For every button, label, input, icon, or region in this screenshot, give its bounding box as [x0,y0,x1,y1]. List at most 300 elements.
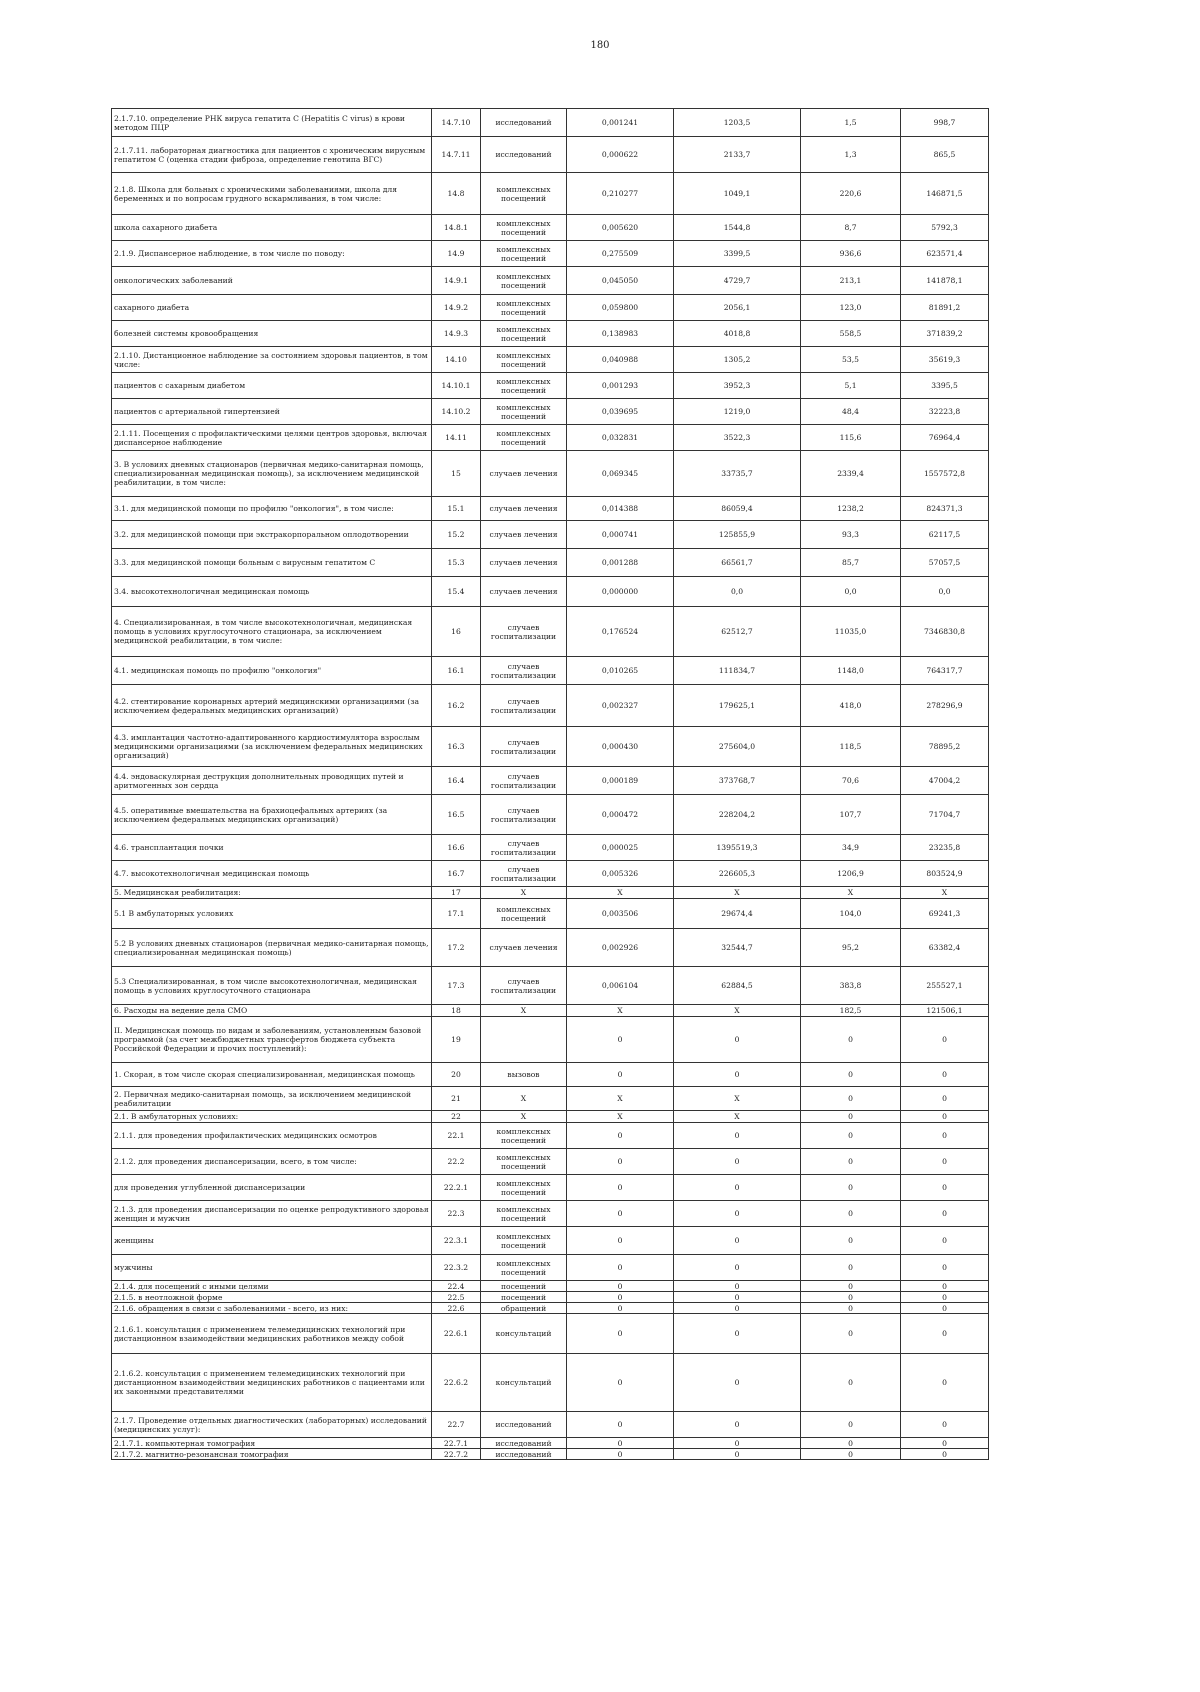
row-value-2: 0 [674,1227,801,1255]
row-value-3: 1,3 [801,137,901,173]
row-name: 3. В условиях дневных стационаров (первичная медико-санитарная помощь, специализированная медицинская помощь), за исключением медицинской реабилитации, в том числе: [112,451,432,497]
row-code: 16.3 [432,727,481,767]
row-value-3: 383,8 [801,967,901,1005]
row-unit: случаев лечения [481,521,567,549]
row-value-1: X [567,1005,674,1017]
row-name: 2.1.7.10. определение РНК вируса гепатита С (Hepatitis C virus) в крови методом ПЦР [112,109,432,137]
table-row [112,1292,989,1303]
table-row [112,1438,989,1449]
row-value-2: 3522,3 [674,425,801,451]
row-name: 2.1.7.1. компьютерная томография [112,1438,432,1449]
row-value-1: 0 [567,1201,674,1227]
row-value-1: 0,275509 [567,241,674,267]
row-unit: X [481,887,567,899]
row-value-4: 5792,3 [901,215,989,241]
row-value-4: 78895,2 [901,727,989,767]
row-code: 16.2 [432,685,481,727]
row-code: 22.6 [432,1303,481,1314]
row-value-2: 0 [674,1255,801,1281]
row-code: 21 [432,1087,481,1111]
row-value-1: 0 [567,1255,674,1281]
row-code: 15.4 [432,577,481,607]
row-unit: исследований [481,109,567,137]
table-row [112,929,989,967]
row-name: 2.1.6.1. консультация с применением телемедицинских технологий при дистанционном взаимодействии медицинских работников между собой [112,1314,432,1354]
table-row [112,1314,989,1354]
row-value-3: 0 [801,1449,901,1460]
row-value-2: 226605,3 [674,861,801,887]
row-value-2: 86059,4 [674,497,801,521]
table-row [112,373,989,399]
row-value-3: 1206,9 [801,861,901,887]
row-value-3: 0 [801,1292,901,1303]
table-row [112,347,989,373]
row-unit: комплексных посещений [481,899,567,929]
row-value-1: 0 [567,1063,674,1087]
row-unit: комплексных посещений [481,215,567,241]
row-name: 2.1.9. Диспансерное наблюдение, в том числе по поводу: [112,241,432,267]
row-value-1: 0 [567,1292,674,1303]
row-code: 14.11 [432,425,481,451]
row-name: болезней системы кровообращения [112,321,432,347]
row-value-1: 0,045050 [567,267,674,295]
row-code: 17.2 [432,929,481,967]
row-value-1: 0,000189 [567,767,674,795]
row-value-3: 0 [801,1063,901,1087]
row-name: 3.3. для медицинской помощи больным с вирусным гепатитом С [112,549,432,577]
row-value-1: 0 [567,1123,674,1149]
row-value-2: 0 [674,1292,801,1303]
table-row [112,425,989,451]
row-name: 2.1.8. Школа для больных с хроническими заболеваниями, школа для беременных и по вопросам грудного вскармливания, в том числе: [112,173,432,215]
row-value-4: 7346830,8 [901,607,989,657]
row-value-1: 0,000741 [567,521,674,549]
row-unit: комплексных посещений [481,1175,567,1201]
row-unit: случаев госпитализации [481,727,567,767]
row-name: 4.3. имплантация частотно-адаптированного кардиостимулятора взрослым медицинскими организациями (за исключением федеральных медицинских организаций) [112,727,432,767]
row-value-4: 0 [901,1087,989,1111]
row-value-2: 1395519,3 [674,835,801,861]
row-value-4: 47004,2 [901,767,989,795]
row-value-1: 0,210277 [567,173,674,215]
row-name: сахарного диабета [112,295,432,321]
row-code: 16.4 [432,767,481,795]
row-name: 6. Расходы на ведение дела СМО [112,1005,432,1017]
table-row [112,1111,989,1123]
row-unit: комплексных посещений [481,1227,567,1255]
row-code: 14.7.10 [432,109,481,137]
table-row [112,321,989,347]
row-value-3: 2339,4 [801,451,901,497]
row-unit: посещений [481,1281,567,1292]
row-value-2: 0 [674,1412,801,1438]
row-name: 2.1.2. для проведения диспансеризации, всего, в том числе: [112,1149,432,1175]
row-value-4: 0 [901,1111,989,1123]
row-code: 14.9 [432,241,481,267]
row-value-2: 0 [674,1149,801,1175]
row-code: 22.7.2 [432,1449,481,1460]
row-name: 2.1.7. Проведение отдельных диагностических (лабораторных) исследований (медицинских услуг): [112,1412,432,1438]
row-value-4: 371839,2 [901,321,989,347]
row-value-2: 111834,7 [674,657,801,685]
row-value-1: 0,000472 [567,795,674,835]
table-row [112,267,989,295]
row-unit: исследований [481,1438,567,1449]
row-value-2: 62512,7 [674,607,801,657]
row-value-1: 0,010265 [567,657,674,685]
row-code: 22.4 [432,1281,481,1292]
row-value-4: 998,7 [901,109,989,137]
row-value-3: 0 [801,1354,901,1412]
row-name: 2.1.10. Дистанционное наблюдение за состоянием здоровья пациентов, в том числе: [112,347,432,373]
row-value-1: 0,003506 [567,899,674,929]
row-name: 4.6. трансплантация почки [112,835,432,861]
row-value-4: 0 [901,1227,989,1255]
row-value-2: 66561,7 [674,549,801,577]
table-row [112,1303,989,1314]
row-value-1: 0,040988 [567,347,674,373]
row-value-2: 373768,7 [674,767,801,795]
row-value-2: X [674,1005,801,1017]
row-value-2: X [674,887,801,899]
table-row [112,727,989,767]
row-code: 15.3 [432,549,481,577]
row-value-4: 0 [901,1314,989,1354]
row-name: 4.5. оперативные вмешательства на брахиоцефальных артериях (за исключением федеральных медицинских организаций) [112,795,432,835]
row-value-4: 0 [901,1017,989,1063]
row-value-1: 0,000025 [567,835,674,861]
row-value-2: 0 [674,1175,801,1201]
row-unit: консультаций [481,1354,567,1412]
row-code: 14.9.3 [432,321,481,347]
row-code: 16 [432,607,481,657]
row-value-1: 0,001288 [567,549,674,577]
row-value-4: 623571,4 [901,241,989,267]
row-name: 4.7. высокотехнологичная медицинская помощь [112,861,432,887]
row-value-2: 29674,4 [674,899,801,929]
row-name: 2.1.3. для проведения диспансеризации по оценке репродуктивного здоровья женщин и мужчин [112,1201,432,1227]
row-value-2: 0 [674,1438,801,1449]
row-value-3: 936,6 [801,241,901,267]
table-row [112,887,989,899]
row-value-1: 0,138983 [567,321,674,347]
row-value-3: 118,5 [801,727,901,767]
row-value-2: 1305,2 [674,347,801,373]
row-value-4: 0 [901,1123,989,1149]
table-row [112,1227,989,1255]
table-row [112,215,989,241]
row-code: 14.7.11 [432,137,481,173]
row-code: 15.2 [432,521,481,549]
row-value-2: 0 [674,1017,801,1063]
page-number: 180 [590,40,610,51]
row-value-3: 0 [801,1438,901,1449]
row-code: 22.2.1 [432,1175,481,1201]
row-value-1: 0,002327 [567,685,674,727]
row-code: 17 [432,887,481,899]
row-value-4: 824371,3 [901,497,989,521]
row-code: 16.5 [432,795,481,835]
row-code: 18 [432,1005,481,1017]
row-name: мужчины [112,1255,432,1281]
row-code: 14.8.1 [432,215,481,241]
table-row [112,1149,989,1175]
table-row [112,1175,989,1201]
table-row [112,861,989,887]
row-value-2: 2056,1 [674,295,801,321]
row-value-4: 0,0 [901,577,989,607]
row-value-3: 104,0 [801,899,901,929]
row-value-4: 764317,7 [901,657,989,685]
row-value-3: 0 [801,1175,901,1201]
row-value-3: 48,4 [801,399,901,425]
table-row [112,1281,989,1292]
row-code: 20 [432,1063,481,1087]
row-unit: посещений [481,1292,567,1303]
row-value-3: 0 [801,1314,901,1354]
row-value-3: 8,7 [801,215,901,241]
row-code: 22.6.2 [432,1354,481,1412]
row-code: 16.1 [432,657,481,685]
row-value-1: 0,002926 [567,929,674,967]
row-unit: случаев лечения [481,549,567,577]
row-value-3: 0 [801,1123,901,1149]
row-value-3: 0 [801,1149,901,1175]
row-unit: комплексных посещений [481,1201,567,1227]
row-value-2: 32544,7 [674,929,801,967]
row-value-4: 121506,1 [901,1005,989,1017]
row-value-2: 0 [674,1281,801,1292]
row-value-3: 0 [801,1303,901,1314]
row-unit: комплексных посещений [481,321,567,347]
row-value-4: 278296,9 [901,685,989,727]
row-code: 16.7 [432,861,481,887]
row-value-4: 23235,8 [901,835,989,861]
row-value-1: 0 [567,1412,674,1438]
row-value-1: 0 [567,1438,674,1449]
row-value-2: 2133,7 [674,137,801,173]
row-value-2: 4729,7 [674,267,801,295]
row-unit: случаев госпитализации [481,967,567,1005]
row-value-1: X [567,1087,674,1111]
row-value-1: 0,001241 [567,109,674,137]
row-unit: случаев госпитализации [481,795,567,835]
row-value-4: X [901,887,989,899]
row-value-4: 255527,1 [901,967,989,1005]
row-value-1: 0,000430 [567,727,674,767]
row-unit: исследований [481,137,567,173]
row-value-1: 0,006104 [567,967,674,1005]
row-value-3: 11035,0 [801,607,901,657]
row-name: 2. Первичная медико-санитарная помощь, за исключением медицинской реабилитации [112,1087,432,1111]
table-row [112,173,989,215]
row-unit: случаев лечения [481,929,567,967]
row-unit: случаев госпитализации [481,835,567,861]
row-code: 22.3 [432,1201,481,1227]
row-unit: случаев лечения [481,577,567,607]
row-unit: комплексных посещений [481,173,567,215]
row-value-4: 71704,7 [901,795,989,835]
row-value-1: 0 [567,1449,674,1460]
row-value-3: 34,9 [801,835,901,861]
row-value-2: 1049,1 [674,173,801,215]
row-value-4: 0 [901,1149,989,1175]
row-name: 5.2 В условиях дневных стационаров (первичная медико-санитарная помощь, специализированная медицинская помощь) [112,929,432,967]
row-name: 2.1.5. в неотложной форме [112,1292,432,1303]
row-code: 22.6.1 [432,1314,481,1354]
row-code: 22 [432,1111,481,1123]
row-value-4: 3395,5 [901,373,989,399]
row-value-3: 1,5 [801,109,901,137]
row-value-2: X [674,1087,801,1111]
row-value-4: 0 [901,1063,989,1087]
row-value-4: 35619,3 [901,347,989,373]
row-value-3: 70,6 [801,767,901,795]
row-unit: комплексных посещений [481,241,567,267]
row-value-3: 418,0 [801,685,901,727]
row-name: для проведения углубленной диспансеризации [112,1175,432,1201]
row-name: онкологических заболеваний [112,267,432,295]
table-row [112,1255,989,1281]
row-code: 22.7.1 [432,1438,481,1449]
row-code: 14.9.1 [432,267,481,295]
table-row [112,137,989,173]
row-value-2: 3952,3 [674,373,801,399]
row-name: 2.1.4. для посещений с иными целями [112,1281,432,1292]
row-unit: комплексных посещений [481,347,567,373]
row-code: 22.3.1 [432,1227,481,1255]
row-unit: комплексных посещений [481,425,567,451]
row-name: 3.4. высокотехнологичная медицинская помощь [112,577,432,607]
row-unit: случаев лечения [481,497,567,521]
table-row [112,1354,989,1412]
row-value-2: 275604,0 [674,727,801,767]
row-value-4: 76964,4 [901,425,989,451]
row-code: 14.10 [432,347,481,373]
row-value-4: 0 [901,1449,989,1460]
table-row [112,497,989,521]
row-value-4: 141878,1 [901,267,989,295]
row-value-3: 53,5 [801,347,901,373]
row-value-1: 0,014388 [567,497,674,521]
row-code: 14.8 [432,173,481,215]
row-value-2: 1203,5 [674,109,801,137]
row-value-4: 0 [901,1175,989,1201]
financing-table [111,108,989,1460]
row-unit: комплексных посещений [481,1149,567,1175]
row-value-2: 0,0 [674,577,801,607]
row-code: 22.2 [432,1149,481,1175]
row-name: 5.1 В амбулаторных условиях [112,899,432,929]
row-value-3: 5,1 [801,373,901,399]
row-name: 5.3 Специализированная, в том числе высокотехнологичная, медицинская помощь в условиях круглосуточного стационара [112,967,432,1005]
row-name: 3.1. для медицинской помощи по профилю "онкология", в том числе: [112,497,432,521]
row-value-1: 0 [567,1281,674,1292]
row-name: женщины [112,1227,432,1255]
row-value-3: 0 [801,1255,901,1281]
row-unit: исследований [481,1412,567,1438]
row-value-4: 0 [901,1412,989,1438]
row-value-1: 0,176524 [567,607,674,657]
table-row [112,241,989,267]
row-unit: комплексных посещений [481,295,567,321]
row-name: II. Медицинская помощь по видам и заболеваниям, установленным базовой программой (за счет межбюджетных трансфертов бюджета субъекта Российской Федерации и прочих поступлений): [112,1017,432,1063]
row-code: 19 [432,1017,481,1063]
table-row [112,1017,989,1063]
row-name: 3.2. для медицинской помощи при экстракорпоральном оплодотворении [112,521,432,549]
row-code: 17.3 [432,967,481,1005]
row-value-4: 0 [901,1303,989,1314]
row-value-1: 0,032831 [567,425,674,451]
row-name: 1. Скорая, в том числе скорая специализированная, медицинская помощь [112,1063,432,1087]
row-unit: исследований [481,1449,567,1460]
row-value-1: 0 [567,1175,674,1201]
row-unit: комплексных посещений [481,1255,567,1281]
row-value-4: 0 [901,1201,989,1227]
row-unit: X [481,1087,567,1111]
row-unit: случаев госпитализации [481,861,567,887]
row-value-4: 62117,5 [901,521,989,549]
table-row [112,549,989,577]
row-value-4: 803524,9 [901,861,989,887]
row-value-3: 115,6 [801,425,901,451]
row-value-3: 213,1 [801,267,901,295]
row-value-3: X [801,887,901,899]
table-row [112,967,989,1005]
table-row [112,1412,989,1438]
row-value-4: 0 [901,1438,989,1449]
row-name: 4.1. медицинская помощь по профилю "онкология" [112,657,432,685]
table-row [112,1449,989,1460]
row-value-1: 0,069345 [567,451,674,497]
row-value-4: 81891,2 [901,295,989,321]
row-code: 17.1 [432,899,481,929]
table-row [112,795,989,835]
table-row [112,295,989,321]
table-row [112,607,989,657]
row-value-3: 93,3 [801,521,901,549]
row-value-3: 95,2 [801,929,901,967]
row-unit: X [481,1111,567,1123]
row-value-1: X [567,887,674,899]
row-unit: комплексных посещений [481,373,567,399]
row-value-1: 0,059800 [567,295,674,321]
row-value-2: 3399,5 [674,241,801,267]
row-value-3: 0 [801,1227,901,1255]
row-value-1: 0,000622 [567,137,674,173]
row-value-3: 0 [801,1201,901,1227]
row-name: 2.1.6.2. консультация с применением телемедицинских технологий при дистанционном взаимодействии медицинских работников с пациентами или их законными представителями [112,1354,432,1412]
row-name: 4.2. стентирование коронарных артерий медицинскими организациями (за исключением федеральных медицинских организаций) [112,685,432,727]
row-code: 16.6 [432,835,481,861]
row-name: школа сахарного диабета [112,215,432,241]
row-value-3: 0 [801,1111,901,1123]
table-row [112,521,989,549]
row-value-1: X [567,1111,674,1123]
row-name: 4. Специализированная, в том числе высокотехнологичная, медицинская помощь в условиях круглосуточного стационара, за исключением медицинской реабилитации, в том числе: [112,607,432,657]
row-value-1: 0,005326 [567,861,674,887]
row-name: 2.1.7.11. лабораторная диагностика для пациентов с хроническим вирусным гепатитом С (оценка стадии фиброза, определение генотипа ВГС) [112,137,432,173]
row-value-3: 123,0 [801,295,901,321]
table-row [112,1201,989,1227]
row-value-1: 0 [567,1303,674,1314]
row-value-3: 0,0 [801,577,901,607]
row-value-2: 0 [674,1354,801,1412]
row-value-2: 1219,0 [674,399,801,425]
row-name: 5. Медицинская реабилитация: [112,887,432,899]
row-unit: комплексных посещений [481,267,567,295]
table-row [112,577,989,607]
